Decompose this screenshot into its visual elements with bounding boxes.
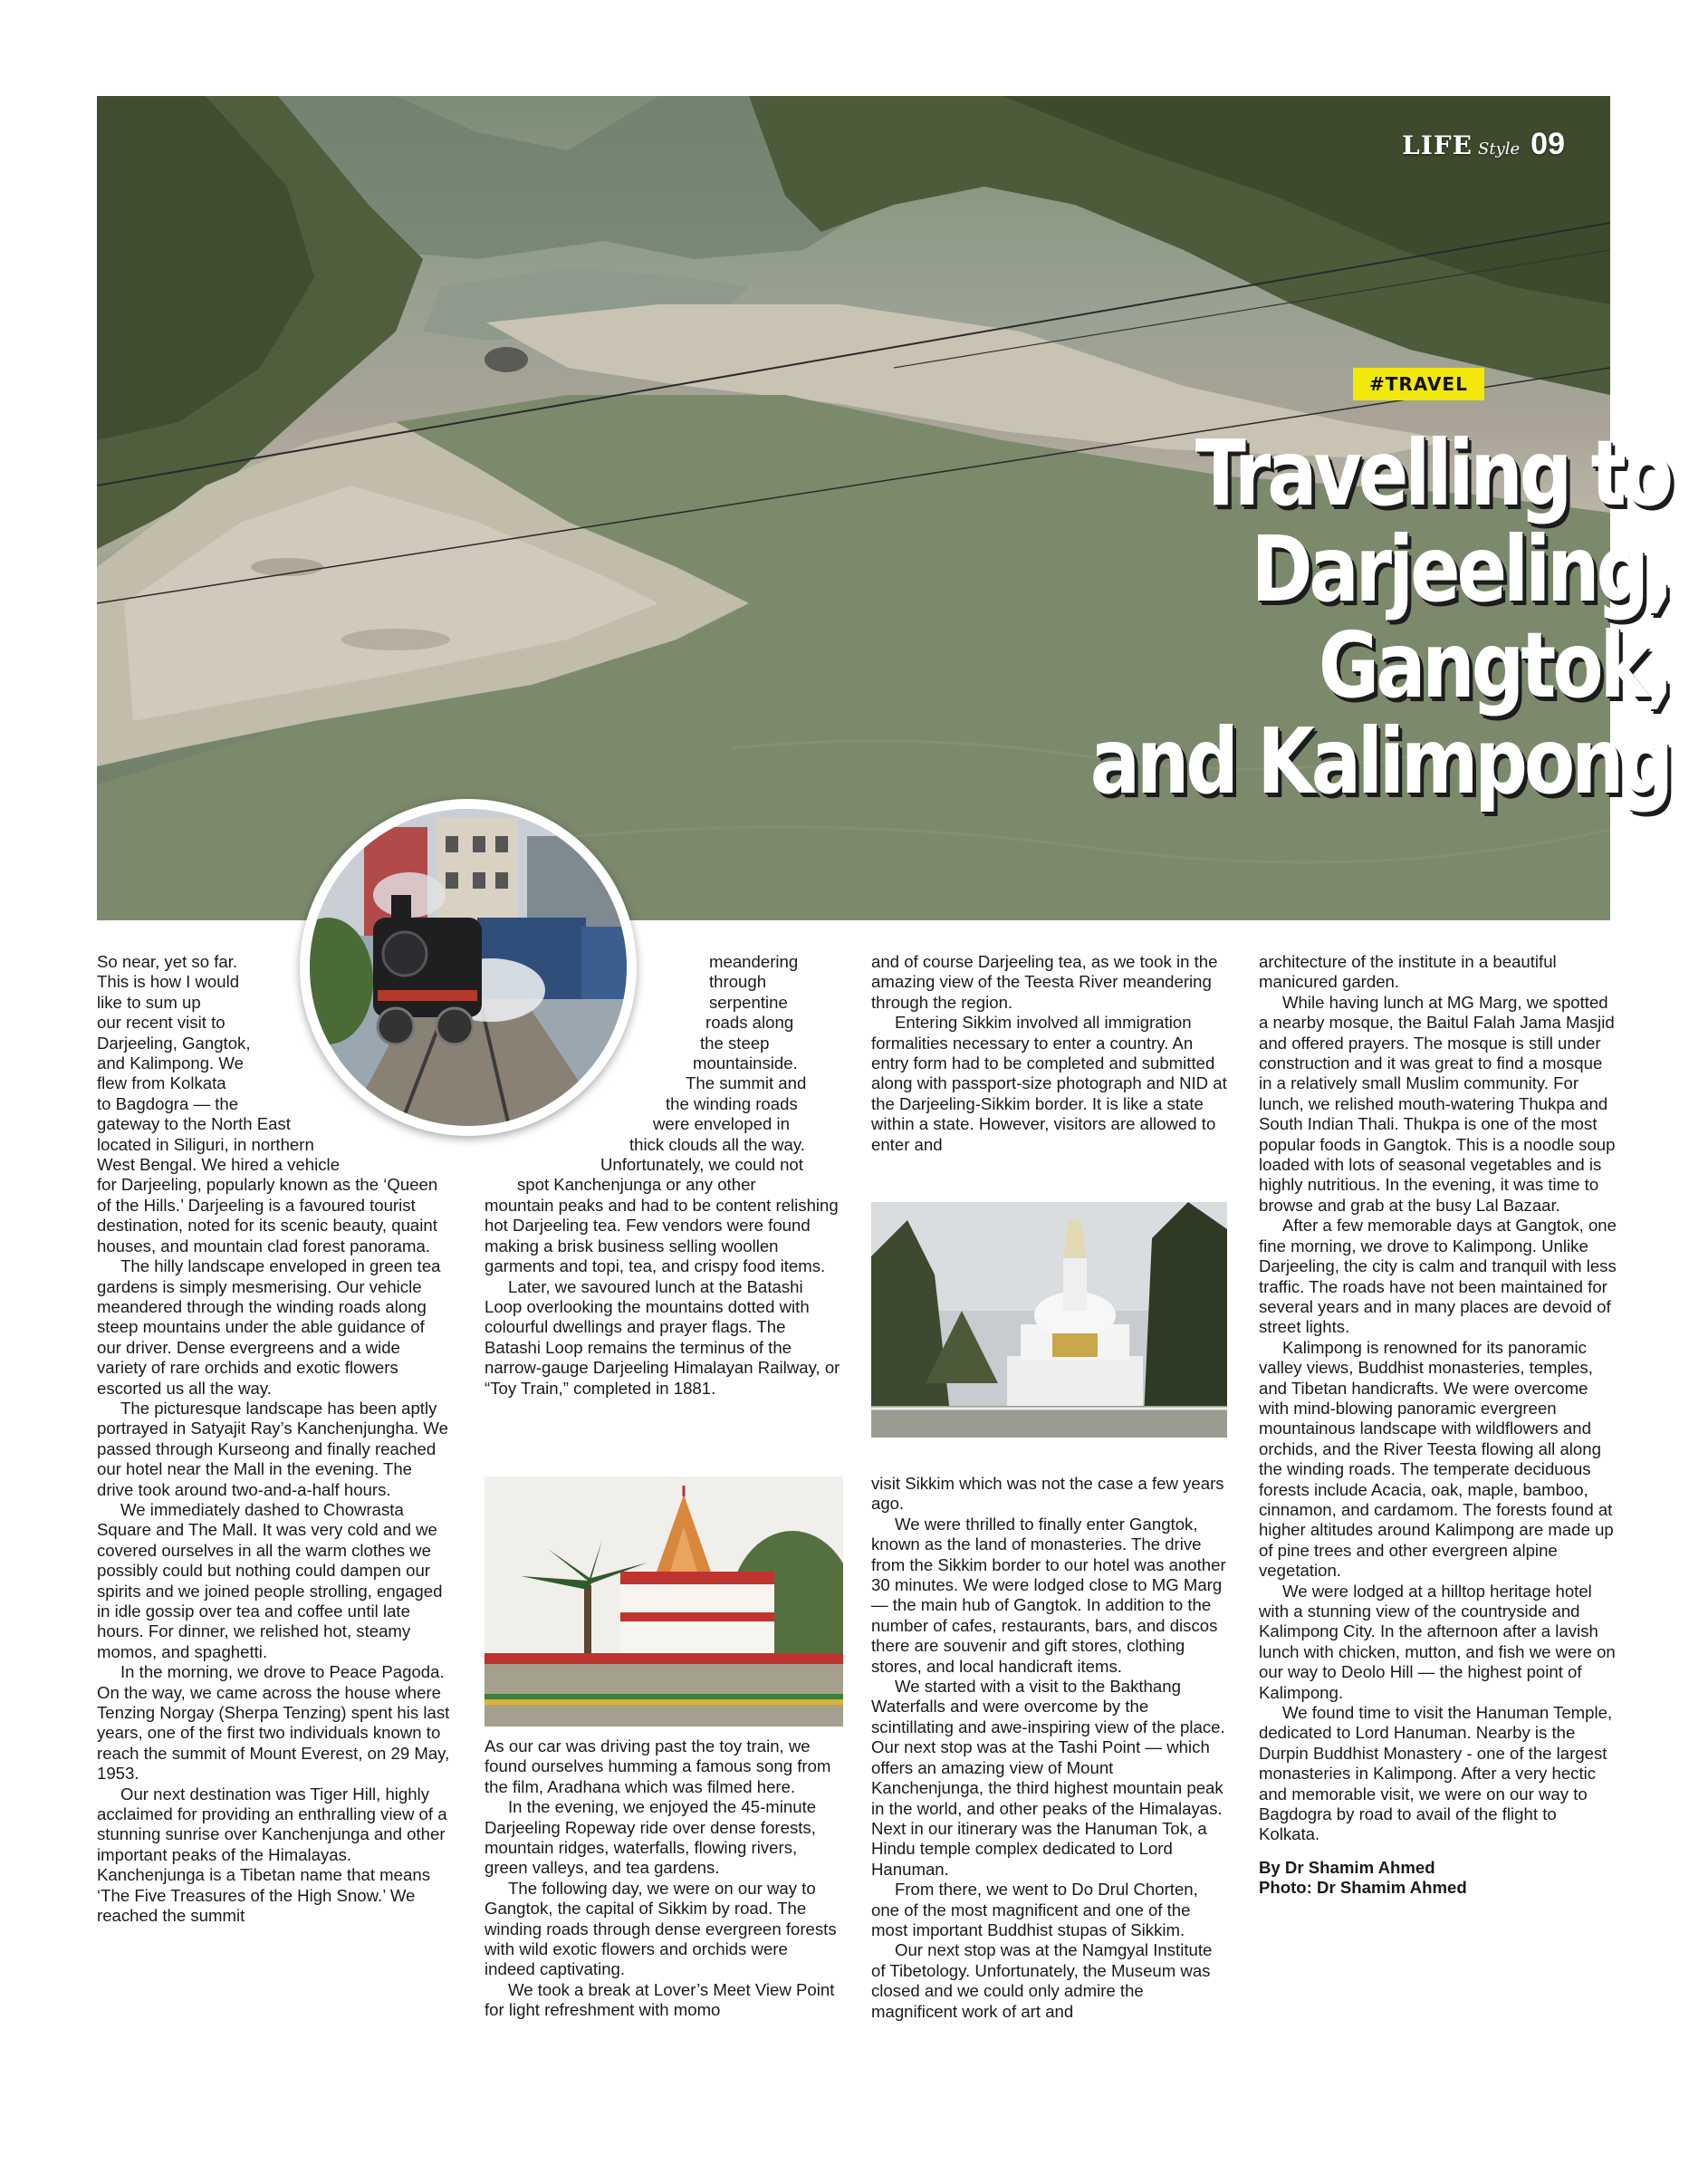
- byline-author: By Dr Shamim Ahmed: [1259, 1857, 1435, 1877]
- col4-para-3: After a few memorable days at Gangtok, one fine morning, we drove to Kalimpong. Unlike Darjeeling, the city is calm and tranquil with less traffic. The roads have not been maintained for several years and in many places are devoid of street lights.: [1259, 1216, 1617, 1337]
- col2-wrap-line-5: the steep: [700, 1033, 770, 1053]
- col1-line-1: So near, yet so far.: [97, 952, 238, 971]
- col3b-para-3: We started with a visit to the Bakthang Waterfalls and were overcome by the scintillating and awe-inspiring view of the place. Our next stop was at the Tashi Point — which offers an amazing view of Mount Kanchenjunga, the third highest mountain peak in the world, and other peaks of the Himalayas. Next in our itinerary was the Hanuman Tok, a Hindu temple complex dedicated to Lord Hanuman.: [871, 1677, 1225, 1879]
- column-3-a: [871, 952, 1229, 1155]
- col1-line-3: like to sum up: [97, 992, 201, 1012]
- headline-line-2: Darjeeling, Gangtok,: [1251, 516, 1670, 718]
- col3b-para-2: We were thrilled to finally enter Gangtok, known as the land of monasteries. The drive from the Sikkim border to our hotel was another 30 minutes. We were lodged close to MG Marg — the main hub of Gangtok. In addition to the number of cafes, restaurants, bars, and discos there are souvenir and gift stores, clothing stores, and local handicraft items.: [871, 1514, 1226, 1676]
- col4-para-4: Kalimpong is renowned for its panoramic valley views, Buddhist monasteries, temples, and Tibetan handicrafts. We were overcome with mind-blowing panoramic evergreen mountainous landscape with wildflowers and orchids, and the River Teesta flowing all along the winding roads. The temperate deciduous forests include Acacia, oak, maple, bamboo, cinnamon, and cardamom. The forests found at higher altitudes around Kalimpong are made up of pine trees and other evergreen alpine vegetation.: [1259, 1337, 1614, 1581]
- col2-wrap-line-7: The summit and: [686, 1073, 807, 1093]
- col1-para-3: The picturesque landscape has been aptly portrayed in Satyajit Ray’s Kanchenjungha. We passed through Kurseong and finally reached our hotel near the Mall in the evening. The drive took around two-and-a-half hours.: [97, 1398, 448, 1499]
- col1-line-10: located in Siliguri, in northern: [97, 1134, 314, 1154]
- col2-wrap-line-2: through: [709, 972, 767, 992]
- col4-para-6: We found time to visit the Hanuman Temple, dedicated to Lord Hanuman. Nearby is the Durpin Buddhist Monastery - one of the largest monasteries in Kalimpong. After a very hectic and memorable visit, we were on our way to Bagdogra by road to avail of the flight to Kolkata.: [1259, 1703, 1613, 1844]
- col2b-para-3: The following day, we were on our way to Gangtok, the capital of Sikkim by road. The winding roads through dense evergreen forests with wild exotic flowers and orchids were indeed captivating.: [485, 1878, 837, 1979]
- col4-para-5: We were lodged at a hilltop heritage hotel with a stunning view of the countryside and Kalimpong City. In the afternoon after a lavish lunch with chicken, mutton, and fish we were on our way to Deolo Hill — the highest point of Kalimpong.: [1259, 1581, 1616, 1702]
- col2-wrap-line-8: the winding roads: [666, 1093, 798, 1113]
- col2-wrap-line-12: spot Kanchenjunga or any other: [517, 1175, 756, 1195]
- col2-wrap-line-3: serpentine: [709, 992, 788, 1012]
- col3b-para-5: Our next stop was at the Namgyal Institute of Tibetology. Unfortunately, the Museum was closed and we could only admire the magnificent work of art and: [871, 1940, 1213, 2021]
- masthead-logo: [1402, 127, 1565, 162]
- masthead-style: Style: [1478, 139, 1521, 159]
- col1-para-5: In the morning, we drove to Peace Pagoda. On the way, we came across the house where Tenzing Norgay (Sherpa Tenzing) spent his last years, one of the first two individuals known to reach the summit of Mount Everest, on 29 May, 1953.: [97, 1662, 450, 1784]
- col3a-para-1: and of course Darjeeling tea, as we took in the amazing view of the Teesta River meandering through the region.: [871, 952, 1218, 1012]
- col1-line-5: Darjeeling, Gangtok,: [97, 1033, 251, 1053]
- col1-para-4: We immediately dashed to Chowrasta Square and The Mall. It was very cold and we covered ourselves in all the warm clothes we possibly could but nothing could dampen our spirits and we joined people strolling, engaged in idle gossip over tea and coffee until late hours. For dinner, we relished hot, steamy momos, and spaghetti.: [97, 1499, 443, 1661]
- headline-line-3: and Kalimpong: [1089, 708, 1670, 814]
- masthead-life: LIFE: [1402, 130, 1473, 160]
- col3b-para-4: From there, we went to Do Drul Chorten, one of the most magnificent and one of the most important Buddhist stupas of Sikkim.: [871, 1880, 1198, 1939]
- column-3-b: [871, 1474, 1229, 2022]
- col4-para-2: While having lunch at MG Marg, we spotted a nearby mosque, the Baitul Falah Jama Masjid and offered prayers. The mosque is still under construction and it was great to find a mosque in a relatively small Muslim community. For lunch, we relished mouth-watering Thukpa and South Indian Thali. Thukpa is one of the most popular foods in Gangtok. This is a noodle soup loaded with lots of seasonal vegetables and is highly nutritious. In the evening, it was time to browse and grab at the busy Lal Bazaar.: [1259, 992, 1616, 1215]
- page-number: 09: [1530, 127, 1565, 161]
- column-2-a: [485, 1196, 842, 1399]
- col1-line-6: and Kalimpong. We: [97, 1053, 244, 1073]
- column-4: [1259, 952, 1617, 1899]
- col2b-para-1: As our car was driving past the toy train, we found ourselves humming a famous song from the film, Aradhana which was filmed here.: [485, 1736, 831, 1796]
- col2-wrap-line-6: mountainside.: [693, 1053, 798, 1073]
- col3a-para-2: Entering Sikkim involved all immigration formalities necessary to enter a country. An entry form had to be completed and submitted along with passport-size photograph and NID at the Darjeeling-Sikkim border. It is like a state within a state. However, visitors are allowed to enter and: [871, 1013, 1227, 1154]
- col1-line-11: West Bengal. We hired a vehicle: [97, 1155, 341, 1175]
- page-title: [927, 420, 1670, 814]
- stupa-illustration: [871, 1202, 1227, 1438]
- col1-line-4: our recent visit to: [97, 1013, 225, 1033]
- section-tag: #TRAVEL: [1353, 368, 1484, 400]
- col2b-para-4: We took a break at Lover’s Meet View Point for light refreshment with momo: [485, 1979, 835, 2020]
- col3b-para-1: visit Sikkim which was not the case a few years ago.: [871, 1474, 1224, 1514]
- temple-illustration: [485, 1477, 843, 1727]
- headline-line-1: Travelling to: [1195, 420, 1670, 526]
- byline: [1259, 1858, 1617, 1899]
- col2-wrap-line-9: were enveloped in: [653, 1114, 790, 1134]
- col2-wrap-line-1: meandering: [709, 952, 799, 971]
- col2a-para-2: Later, we savoured lunch at the Batashi Loop overlooking the mountains dotted with colourful dwellings and prayer flags. The Batashi Loop remains the terminus of the narrow-gauge Darjeeling Himalayan Railway, or “Toy Train,” completed in 1881.: [485, 1276, 840, 1398]
- column-1: [97, 952, 450, 1927]
- col1-para-2: The hilly landscape enveloped in green tea gardens is simply mesmerising. Our vehicle meandered through the winding roads along steep mountains under the able guidance of our driver. Dense evergreens and a wide variety of rare orchids and exotic flowers escorted us all the way.: [97, 1256, 441, 1398]
- col1-line-7: flew from Kolkata: [97, 1073, 226, 1093]
- col1-line-8: to Bagdogra — the: [97, 1093, 239, 1113]
- col2-wrap-line-11: Unfortunately, we could not: [600, 1155, 803, 1175]
- stupa-photo: [871, 1202, 1227, 1438]
- col2a-para-1: mountain peaks and had to be content relishing hot Darjeeling tea. Few vendors were found making a brisk business selling woollen garments and topi, tea, and crispy food items.: [485, 1196, 839, 1276]
- column-2-b: [485, 1736, 842, 2021]
- byline-photo: Photo: Dr Shamim Ahmed: [1259, 1878, 1467, 1898]
- col1-line-9: gateway to the North East: [97, 1114, 291, 1134]
- col1-para-6: Our next destination was Tiger Hill, highly acclaimed for providing an enthralling view of a stunning sunrise over Kanchenjunga and other important peaks of the Himalayas. Kanchenjunga is a Tibetan name that means ‘The Five Treasures of the High Snow.’ We reached the summit: [97, 1784, 447, 1926]
- col2-wrap-line-10: thick clouds all the way.: [629, 1134, 805, 1154]
- col2-wrap-line-4: roads along: [705, 1013, 794, 1033]
- col1-para-1-end: for Darjeeling, popularly known as the ‘Queen of the Hills.’ Darjeeling is a favoured tourist destination, noted for its scenic beauty, quaint houses, and mountain clad forest panorama.: [97, 1175, 438, 1255]
- col2b-para-2: In the evening, we enjoyed the 45-minute Darjeeling Ropeway ride over dense forests, mountain ridges, waterfalls, flowing rivers, green valleys, and tea gardens.: [485, 1797, 817, 1878]
- hanuman-temple-photo: [485, 1477, 843, 1727]
- col4-para-1: architecture of the institute in a beautiful manicured garden.: [1259, 952, 1557, 992]
- col1-line-2: This is how I would: [97, 972, 240, 992]
- column-2-wrap: [485, 952, 824, 1196]
